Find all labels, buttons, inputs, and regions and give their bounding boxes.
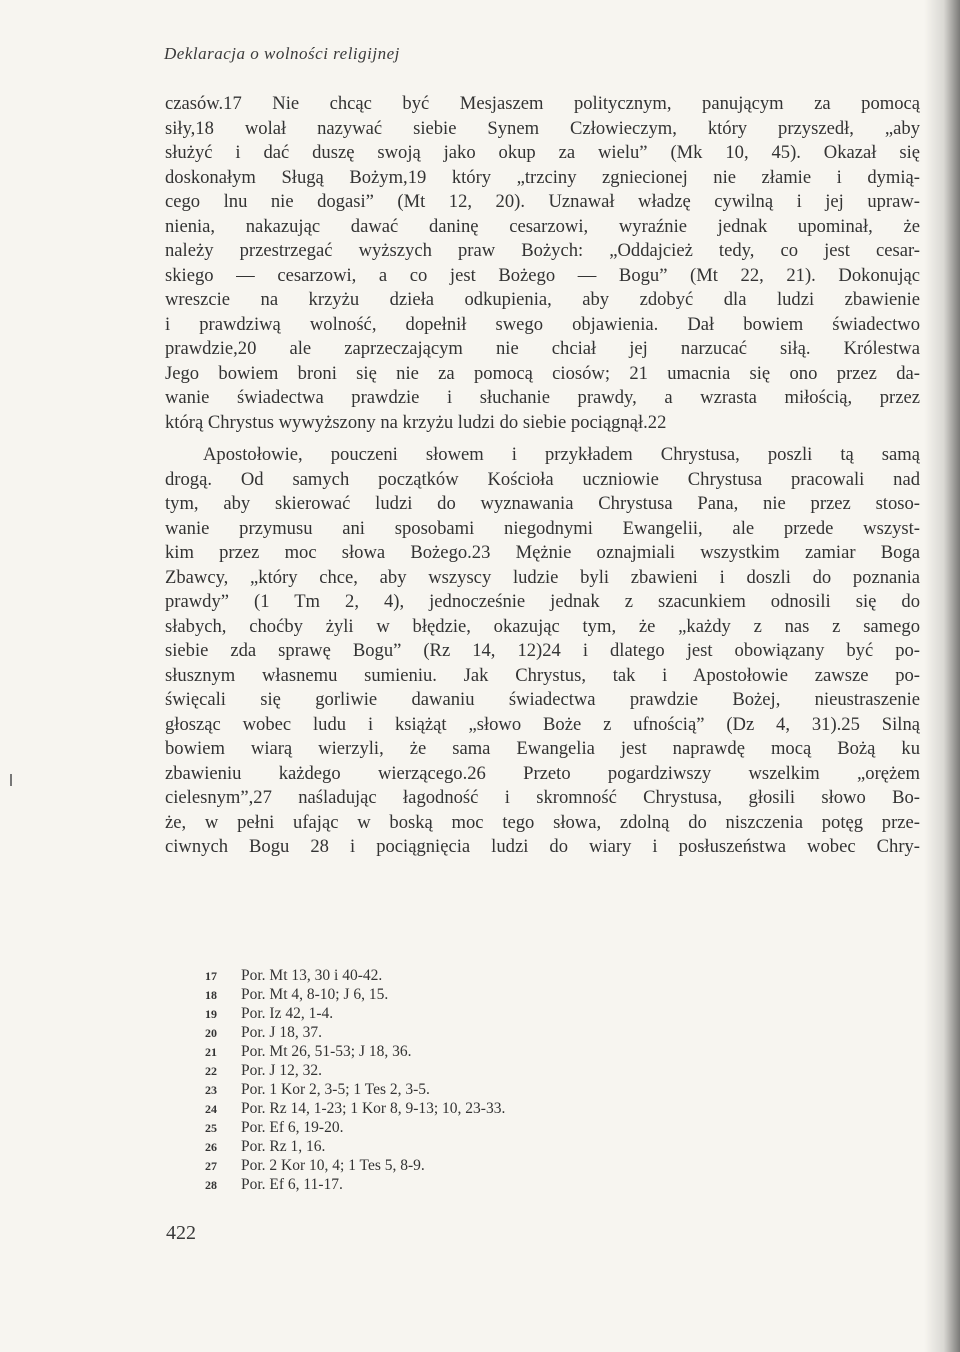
footnote (205, 1061, 505, 1080)
text-line: prawdzie,20 ale zaprzeczającym nie chciał jej narzucać siłą. Królestwa (165, 338, 920, 359)
text-line: i prawdziwą wolność, dopełnił swego objawienia. Dał bowiem świadectwo (165, 313, 920, 335)
text-line: słusznym własnemu sumieniu. Jak Chrystus, tak i Apostołowie zawsze po- (165, 664, 920, 686)
footnote (205, 1042, 505, 1061)
page-edge-shadow (924, 0, 960, 1352)
footnote-number: 20 (205, 1026, 217, 1040)
text-line: że, w pełni ufając w boską moc tego słowa, zdolną do niszczenia potęg prze- (165, 811, 920, 833)
text-line: siebie zda sprawę Bogu” (Rz 14, 12)24 i dlatego jest obowiązany być po- (165, 640, 920, 661)
footnote-text: Por. Rz 1, 16. (241, 1138, 326, 1155)
footnote-text: Por. Iz 42, 1-4. (241, 1005, 334, 1022)
footnote-text: Por. Ef 6, 19-20. (241, 1119, 344, 1136)
footnote (205, 1137, 505, 1156)
main-text (165, 92, 920, 860)
footnote (205, 1004, 505, 1023)
page-number: 422 (166, 1222, 196, 1244)
footnotes (205, 966, 505, 1194)
text-line: cego lnu nie dogasi” (Mt 12, 20). Uznawał władzę cywilną i jej upraw- (165, 191, 920, 212)
footnote (205, 966, 505, 985)
footnote-number: 18 (205, 988, 217, 1002)
footnote-number: 22 (205, 1064, 217, 1078)
text-line: wanie świadectwa prawdzie i słuchanie prawdy, a wzrasta miłością, przez (165, 387, 920, 408)
text-line: zbawieniu każdego wierzącego.26 Przeto pogardziwszy wszelkim „orężem (165, 762, 920, 784)
footnote-text: Por. 1 Kor 2, 3-5; 1 Tes 2, 3-5. (241, 1081, 430, 1098)
text-line: drogą. Od samych początków Kościoła uczniowie Chrystusa pracowali nad (165, 468, 920, 490)
footnote (205, 1099, 505, 1118)
text-line: słabych, choćby żyli w błędzie, okazując tym, że „każdy z nas z samego (165, 615, 920, 637)
footnote-text: Por. Mt 4, 8-10; J 6, 15. (241, 986, 389, 1003)
footnote-number: 25 (205, 1121, 217, 1135)
footnote (205, 985, 505, 1004)
text-line: skiego — cesarzowi, a co jest Bożego — Bogu” (Mt 22, 21). Dokonując (165, 264, 920, 286)
footnote-text: Por. Mt 13, 30 i 40-42. (241, 967, 383, 984)
text-line: wreszcie na krzyżu dzieła odkupienia, aby zdobyć dla ludzi zbawienie (165, 289, 920, 310)
footnote (205, 1023, 505, 1042)
footnote-text: Por. Ef 6, 11-17. (241, 1176, 343, 1193)
footnote-number: 21 (205, 1045, 217, 1059)
text-line: bowiem wiarą wierzyli, że sama Ewangelia jest naprawdę mocą Bożą ku (165, 738, 920, 759)
running-head: Deklaracja o wolności religijnej (164, 44, 400, 63)
text-line: głosząc wobec ludu i książąt „słowo Boże z ufnością” (Dz 4, 31).25 Silną (165, 713, 920, 735)
text-line: wanie przymusu ani sposobami niegodnymi Ewangelii, ale przede wszyst- (165, 517, 920, 539)
paragraph-gap (165, 435, 920, 443)
text-line: Apostołowie, pouczeni słowem i przykładem Chrystusa, poszli tą samą (203, 444, 920, 465)
footnote-number: 17 (205, 969, 217, 983)
text-line: należy przestrzegać wyższych praw Bożych: „Oddajcież tedy, co jest cesar- (165, 240, 920, 261)
footnote (205, 1118, 505, 1137)
text-line: siły,18 wolał nazywać siebie Synem Człowieczym, który przyszedł, „aby (165, 117, 920, 139)
footnote-number: 27 (205, 1159, 217, 1173)
footnote-number: 26 (205, 1140, 217, 1154)
text-line: czasów.17 Nie chcąc być Mesjaszem politycznym, panującym za pomocą (165, 93, 920, 114)
footnote-text: Por. J 18, 37. (241, 1024, 322, 1041)
text-line: nienia, nakazując dawać daninę cesarzowi, wyraźnie jednak upominał, że (165, 215, 920, 237)
text-line: ciwnych Bogu 28 i pociągnięcia ludzi do wiary i posłuszeństwa wobec Chry- (165, 836, 920, 857)
footnote-number: 23 (205, 1083, 217, 1097)
text-line: którą Chrystus wywyższony na krzyżu ludzi do siebie pociągnął.22 (165, 411, 667, 433)
footnote-number: 19 (205, 1007, 217, 1021)
footnote (205, 1156, 505, 1175)
text-line: kim przez moc słowa Bożego.23 Mężnie oznajmiali wszystkim zamiar Boga (165, 542, 920, 563)
footnote (205, 1080, 505, 1099)
text-line: prawdy” (1 Tm 2, 4), jednocześnie jednak z szacunkiem odnosili się do (165, 591, 920, 612)
text-line: tym, aby skierować ludzi do wyznawania Chrystusa Pana, nie przez stoso- (165, 493, 920, 514)
footnote (205, 1175, 505, 1194)
text-line: Zbawcy, „który chce, aby wszyscy ludzie byli zbawieni i doszli do poznania (165, 566, 920, 588)
footnote-text: Por. Rz 14, 1-23; 1 Kor 8, 9-13; 10, 23-33. (241, 1100, 506, 1117)
footnote-text: Por. 2 Kor 10, 4; 1 Tes 5, 8-9. (241, 1157, 425, 1174)
text-line: doskonałym Sługą Bożym,19 który „trzciny zgniecionej nie złamie i dymią- (165, 166, 920, 188)
text-line: służyć i dać duszę swoją jako okup za wielu” (Mk 10, 45). Okazał się (165, 142, 920, 163)
footnote-text: Por. J 12, 32. (241, 1062, 322, 1079)
margin-mark (10, 774, 12, 786)
footnote-number: 28 (205, 1178, 217, 1192)
text-line: cielesnym”,27 naśladując łagodność i skromność Chrystusa, głosili słowo Bo- (165, 787, 920, 808)
footnote-number: 24 (205, 1102, 217, 1116)
footnote-text: Por. Mt 26, 51-53; J 18, 36. (241, 1043, 412, 1060)
text-line: święcali się gorliwie dawaniu świadectwa prawdzie Bożej, nieustraszenie (165, 689, 920, 710)
text-line: Jego bowiem broni się nie za pomocą ciosów; 21 umacnia się ono przez da- (165, 362, 920, 384)
